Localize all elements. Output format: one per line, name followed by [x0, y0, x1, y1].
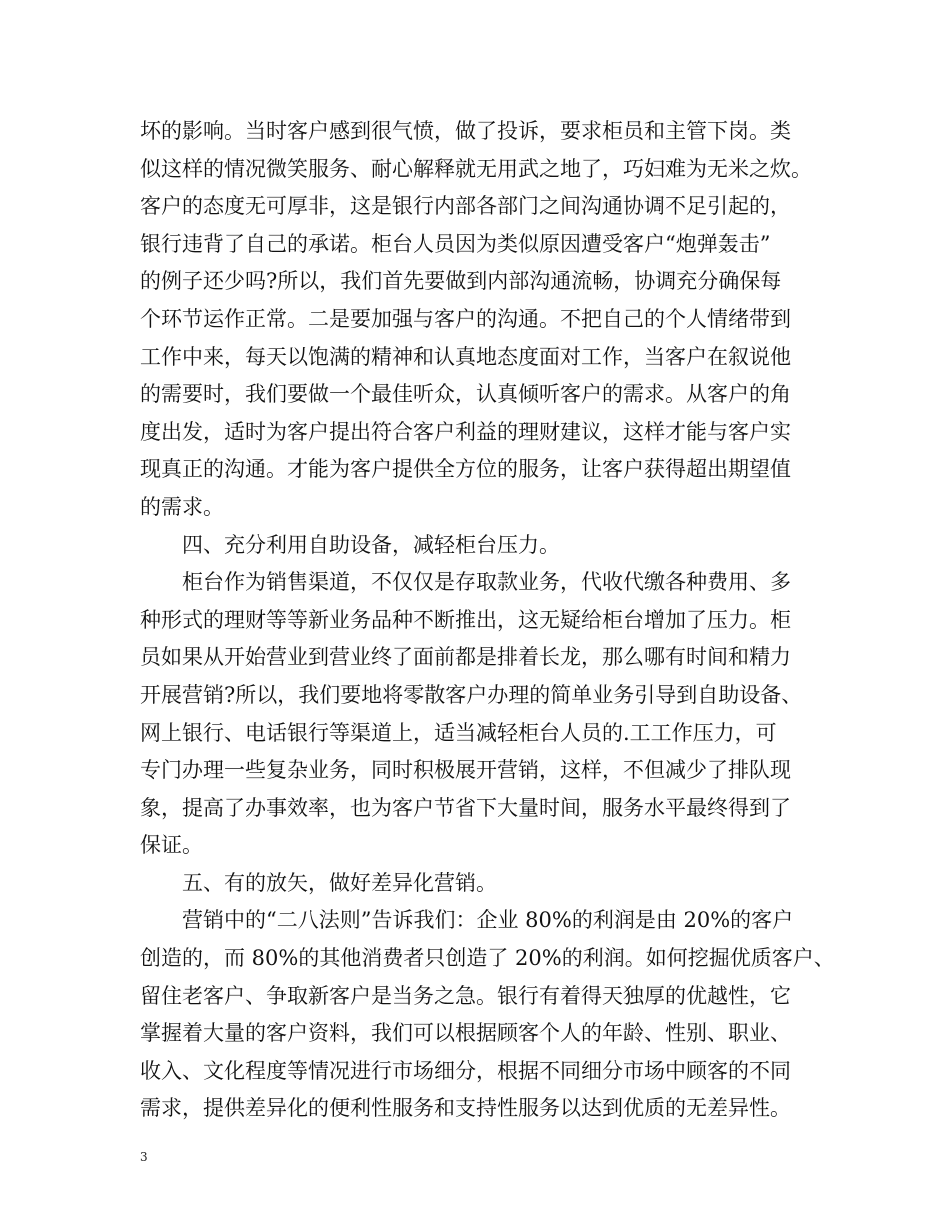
- text-line: 象，提高了办事效率，也为客户节省下大量时间，服务水平最终得到了: [140, 795, 791, 820]
- text-line: 掌握着大量的客户资料，我们可以根据顾客个人的年龄、性别、职业、: [140, 1021, 791, 1046]
- text-line: 工作中来，每天以饱满的精神和认真地态度面对工作，当客户在叙说他: [140, 344, 791, 369]
- text-line: 的需要时，我们要做一个最佳听众，认真倾听客户的需求。从客户的角: [140, 382, 791, 407]
- page-number: 3: [140, 1150, 148, 1164]
- text-line: 的例子还少吗?所以，我们首先要做到内部沟通流畅，协调充分确保每: [140, 269, 782, 294]
- text-line: 开展营销?所以，我们要地将零散客户办理的简单业务引导到自助设备、: [140, 682, 803, 707]
- section-heading: 四、充分利用自助设备，减轻柜台压力。: [140, 532, 560, 557]
- text-line: 专门办理一些复杂业务，同时积极展开营销，这样，不但减少了排队现: [140, 758, 791, 783]
- text-line: 似这样的情况微笑服务、耐心解释就无用武之地了，巧妇难为无米之炊。: [140, 156, 812, 181]
- text-line: 保证。: [140, 833, 203, 858]
- text-line: 个环节运作正常。二是要加强与客户的沟通。不把自己的个人情绪带到: [140, 306, 791, 331]
- text-line: 收入、文化程度等情况进行市场细分，根据不同细分市场中顾客的不同: [140, 1058, 791, 1083]
- text-line: 银行违背了自己的承诺。柜台人员因为类似原因遭受客户“炮弹轰击”: [140, 231, 771, 256]
- text-line: 留住老客户、争取新客户是当务之急。银行有着得天独厚的优越性，它: [140, 983, 791, 1008]
- section-heading: 五、有的放矢，做好差异化营销。: [140, 870, 497, 895]
- text-line: 需求，提供差异化的便利性服务和支持性服务以达到优质的无差异性。: [140, 1096, 791, 1121]
- text-line: 创造的，而 80%的其他消费者只创造了 20%的利润。如何挖掘优质客户、: [140, 946, 835, 971]
- text-line: 客户的态度无可厚非，这是银行内部各部门之间沟通协调不足引起的，: [140, 194, 791, 219]
- text-line: 员如果从开始营业到营业终了面前都是排着长龙，那么哪有时间和精力: [140, 645, 791, 670]
- text-line: 现真正的沟通。才能为客户提供全方位的服务，让客户获得超出期望值: [140, 457, 791, 482]
- text-line: 的需求。: [140, 494, 224, 519]
- body-text: [140, 113, 835, 1128]
- text-line: 度出发，适时为客户提出符合客户利益的理财建议，这样才能与客户实: [140, 419, 791, 444]
- text-line: 种形式的理财等等新业务品种不断推出，这无疑给柜台增加了压力。柜: [140, 607, 791, 632]
- text-line: 坏的影响。当时客户感到很气愤，做了投诉，要求柜员和主管下岗。类: [140, 119, 791, 143]
- text-line: 营销中的“二八法则”告诉我们：企业 80%的利润是由 20%的客户: [140, 908, 794, 933]
- text-line: 柜台作为销售渠道，不仅仅是存取款业务，代收代缴各种费用、多: [140, 570, 791, 595]
- text-line: 网上银行、电话银行等渠道上，适当减轻柜台人员的.工工作压力，可: [140, 720, 777, 745]
